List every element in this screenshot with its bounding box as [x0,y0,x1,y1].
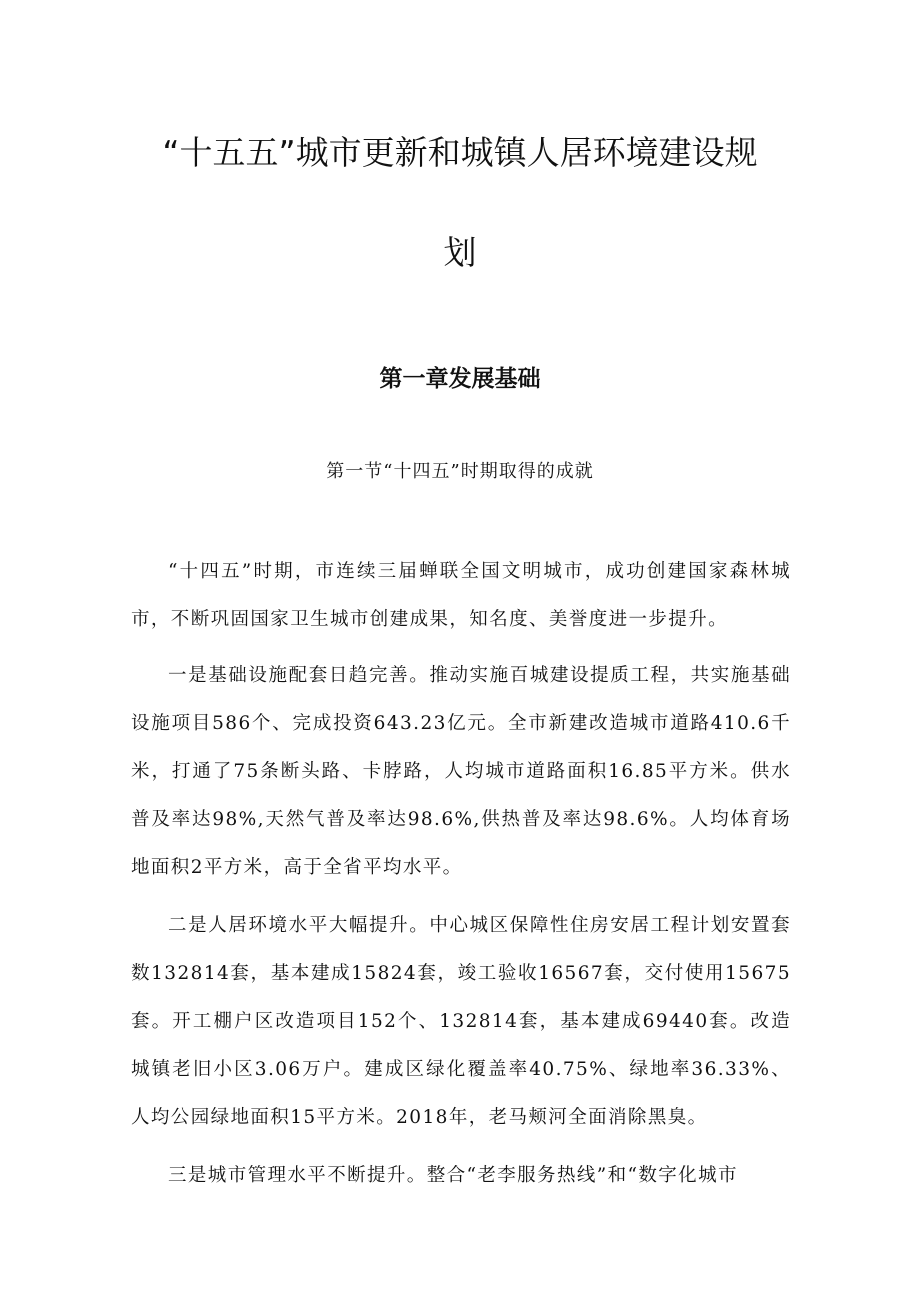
paragraph-living-environment: 二是人居环境水平大幅提升。中心城区保障性住房安居工程计划安置套数132814套，基本建成15824套，竣工验收16567套，交付使用15675套。开工棚户区改造项目152个、132814套，基本建成69440套。改造城镇老旧小区3.06万户。建成区绿化覆盖率40.75%、绿地率36.33%、人均公园绿地面积15平方米。2018年，老马颊河全面消除黑臭。 [131,915,791,1128]
chapter-title: 第一章发展基础 [379,366,541,392]
document-title-line1: “十五五”城市更新和城镇人居环境建设规 [162,133,758,172]
paragraph-infrastructure: 一是基础设施配套日趋完善。推动实施百城建设提质工程，共实施基础设施项目586个、完成投资643.23亿元。全市新建改造城市道路410.6千米，打通了75条断头路、卡脖路，人均城市道路面积16.85平方米。供水普及率达98%,天然气普及率达98.6%,供热普及率达98.6%。人均体育场地面积2平方米，高于全省平均水平。 [131,665,791,878]
paragraph-city-management: 三是城市管理水平不断提升。整合“老李服务热线”和“数字化城市 [168,1165,738,1186]
section-title: 第一节“十四五”时期取得的成就 [326,461,594,482]
document-title-line2: 划 [443,233,477,272]
paragraph-intro: “十四五”时期，市连续三届蝉联全国文明城市，成功创建国家森林城市，不断巩固国家卫生城市创建成果，知名度、美誉度进一步提升。 [131,561,791,630]
body-text [131,548,791,1210]
